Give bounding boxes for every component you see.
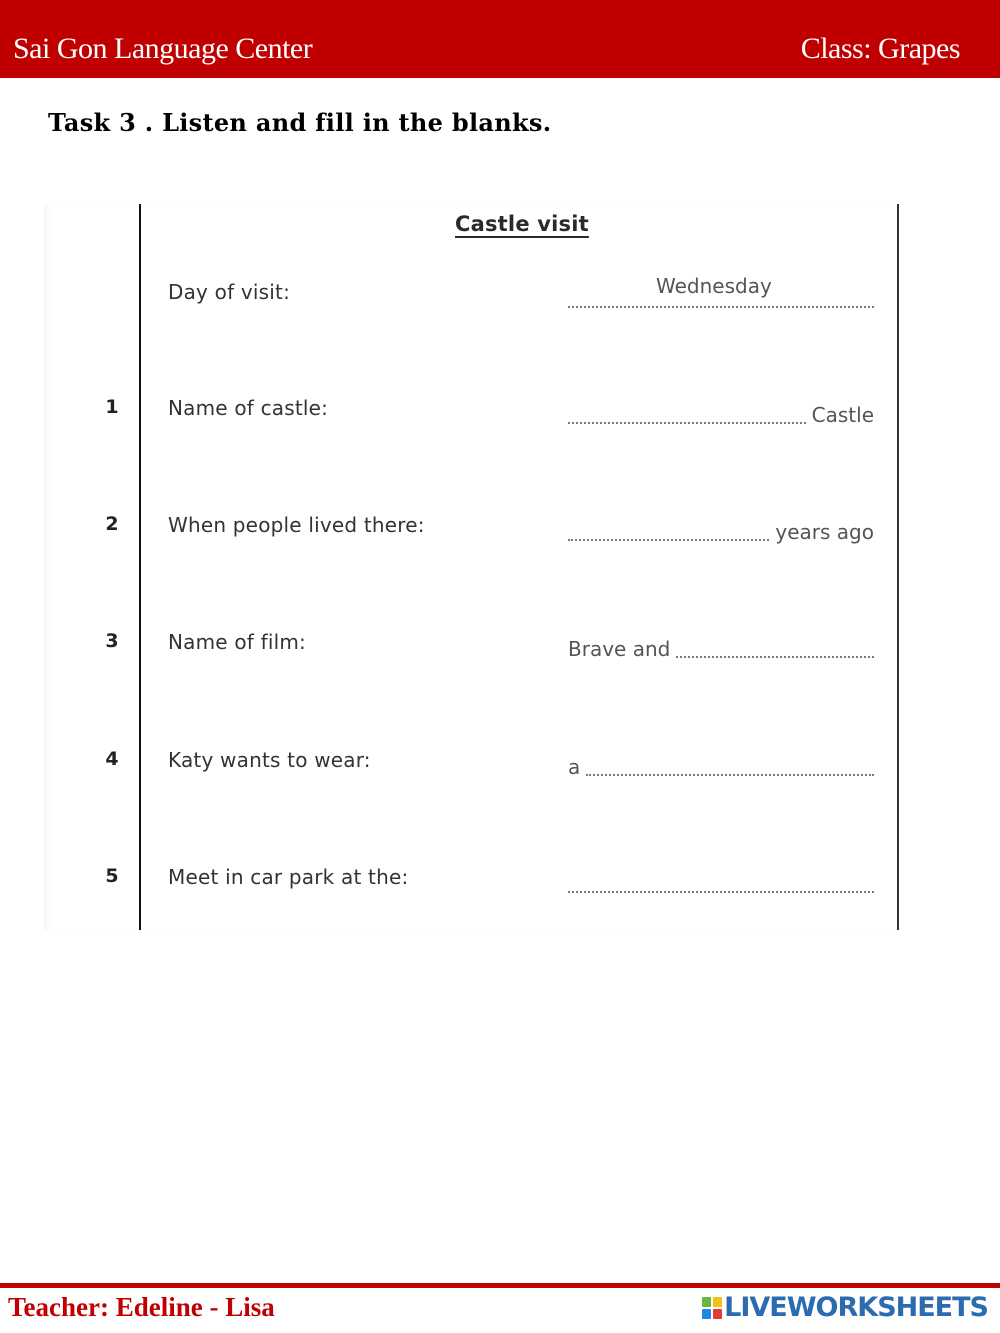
answer-line <box>568 507 874 547</box>
dotted-blank <box>568 304 874 308</box>
question-row-1 <box>44 390 902 430</box>
question-label: Katy wants to wear: <box>168 748 371 772</box>
answer-prefix: a <box>568 755 581 779</box>
question-label: When people lived there: <box>168 513 425 537</box>
liveworksheets-logo-icon <box>702 1297 722 1319</box>
answer-prefix: Brave and <box>568 637 671 661</box>
question-row-2 <box>44 507 902 547</box>
teacher-name: Teacher: Edeline - Lisa <box>8 1292 275 1322</box>
class-label: Class: Grapes <box>800 32 960 65</box>
answer-line <box>568 390 874 430</box>
worksheet-title: Castle visit <box>455 212 589 236</box>
question-number: 4 <box>105 748 119 770</box>
question-row-5 <box>44 859 902 899</box>
question-label: Name of film: <box>168 630 306 654</box>
logo-square-red <box>713 1309 722 1319</box>
brand-name: LIVEWORKSHEETS <box>724 1292 988 1323</box>
answer-blank-3[interactable] <box>676 654 874 658</box>
question-number: 1 <box>105 396 119 418</box>
answer-suffix: years ago <box>775 520 874 544</box>
answer-blank-1[interactable] <box>568 420 806 424</box>
liveworksheets-brand[interactable] <box>702 1292 988 1324</box>
task-title: Task 3 . Listen and fill in the blanks. <box>48 108 552 137</box>
example-row <box>44 274 902 314</box>
question-label: Meet in car park at the: <box>168 865 409 889</box>
answer-blank-4[interactable] <box>586 772 874 776</box>
example-answer: Wednesday <box>656 274 772 298</box>
logo-square-green <box>702 1297 711 1307</box>
example-label: Day of visit: <box>168 280 291 304</box>
answer-suffix: Castle <box>811 403 874 427</box>
question-number: 2 <box>105 513 119 535</box>
header-bar <box>0 0 1000 78</box>
answer-blank-2[interactable] <box>568 537 769 541</box>
answer-line <box>568 742 874 782</box>
logo-square-blue <box>702 1309 711 1319</box>
question-number: 5 <box>105 865 119 887</box>
question-row-3 <box>44 624 902 664</box>
worksheet-image <box>44 204 902 930</box>
logo-square-yellow <box>713 1297 722 1307</box>
answer-blank-5[interactable] <box>568 889 874 893</box>
question-row-4 <box>44 742 902 782</box>
example-answer-line <box>568 274 874 314</box>
answer-line <box>568 859 874 899</box>
question-number: 3 <box>105 630 119 652</box>
footer-divider <box>0 1283 1000 1288</box>
question-label: Name of castle: <box>168 396 329 420</box>
center-name: Sai Gon Language Center <box>13 32 313 65</box>
answer-line <box>568 624 874 664</box>
